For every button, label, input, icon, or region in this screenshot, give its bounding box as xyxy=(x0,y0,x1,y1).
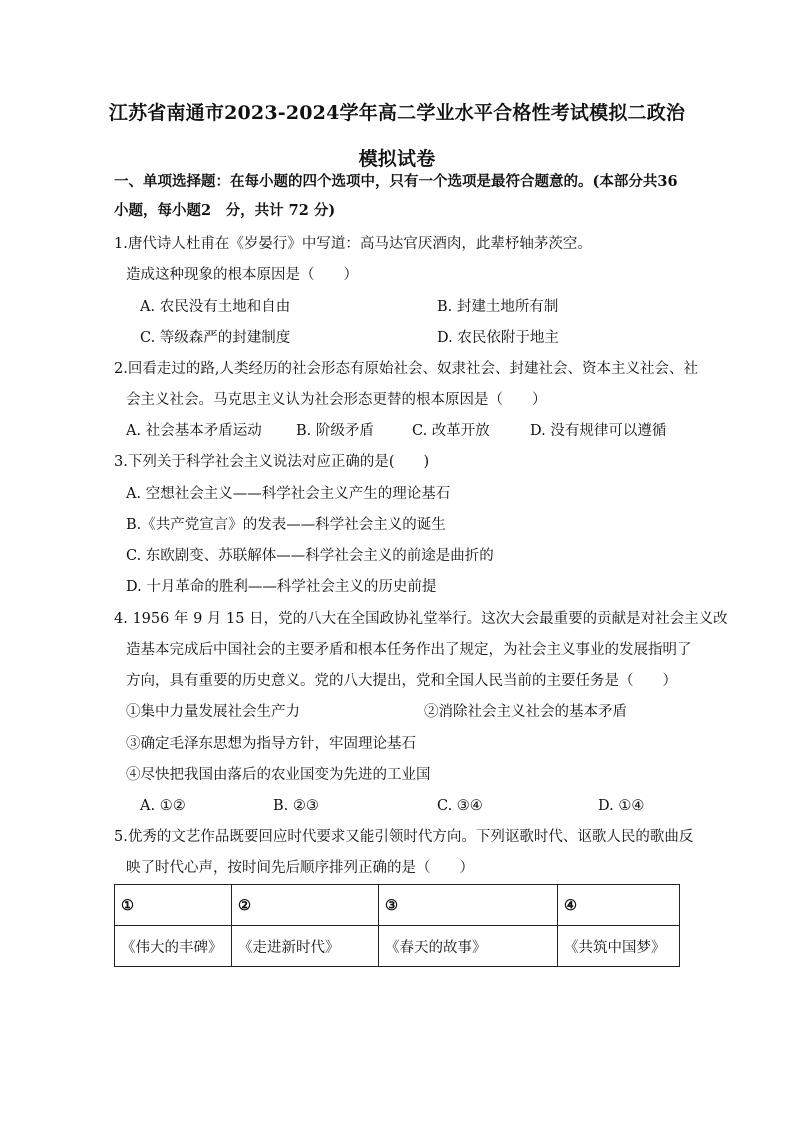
q4-option-a: A. ①② xyxy=(140,798,186,814)
q2-stem-line-2: 会主义社会。马克思主义认为社会形态更替的根本原因是（ ） xyxy=(126,392,547,408)
q5-table-song-row xyxy=(115,926,680,967)
q2-option-d: D. 没有规律可以遵循 xyxy=(530,423,667,439)
q1-option-b: B. 封建土地所有制 xyxy=(437,299,559,315)
q4-option-c: C. ③④ xyxy=(437,798,483,814)
section-heading-line-1: 一、单项选择题：在每小题的四个选项中，只有一个选项是最符合题意的。(本部分共36 xyxy=(114,173,678,190)
q5-header-cell-4: ④ xyxy=(558,885,680,926)
q4-option-d: D. ①④ xyxy=(598,798,645,814)
q3-option-d: D. 十月革命的胜利——科学社会主义的历史前提 xyxy=(126,579,437,595)
q4-item-2: ②消除社会主义社会的基本矛盾 xyxy=(424,704,627,720)
q5-song-cell-1: 《伟大的丰碑》 xyxy=(115,926,232,967)
q1-stem-line-1: 1.唐代诗人杜甫在《岁晏行》中写道：高马达官厌酒肉，此辈杼轴茅茨空。 xyxy=(114,236,592,252)
q5-song-cell-3: 《春天的故事》 xyxy=(379,926,558,967)
q5-song-cell-4: 《共筑中国梦》 xyxy=(558,926,680,967)
q5-song-table xyxy=(114,884,680,967)
q4-item-1: ①集中力量发展社会生产力 xyxy=(126,704,300,720)
q4-item-4: ④尽快把我国由落后的农业国变为先进的工业国 xyxy=(126,767,431,783)
q4-item-3: ③确定毛泽东思想为指导方针，牢固理论基石 xyxy=(126,736,416,752)
q4-stem-line-1: 4. 1956 年 9 月 15 日，党的八大在全国政协礼堂举行。这次大会最重要的贡献是对社会主义改 xyxy=(114,611,728,627)
q5-stem-line-2: 映了时代心声，按时间先后顺序排列正确的是（ ） xyxy=(126,860,474,876)
q3-option-b: B.《共产党宣言》的发表——科学社会主义的诞生 xyxy=(126,517,446,533)
q2-option-c: C. 改革开放 xyxy=(412,423,490,439)
q3-option-c: C. 东欧剧变、苏联解体——科学社会主义的前途是曲折的 xyxy=(126,548,494,564)
q5-header-cell-3: ③ xyxy=(379,885,558,926)
q5-stem-line-1: 5.优秀的文艺作品既要回应时代要求又能引领时代方向。下列讴歌时代、讴歌人民的歌曲反 xyxy=(114,829,694,845)
q2-option-b: B. 阶级矛盾 xyxy=(296,423,374,439)
q3-stem: 3.下列关于科学社会主义说法对应正确的是( ) xyxy=(114,454,430,470)
q2-option-a: A. 社会基本矛盾运动 xyxy=(126,423,262,439)
q5-header-cell-1: ① xyxy=(115,885,232,926)
exam-title-line-1: 江苏省南通市2023-2024学年高二学业水平合格性考试模拟二政治 xyxy=(108,102,686,124)
q5-table-header-row xyxy=(115,885,680,926)
q4-stem-line-3: 方向，具有重要的历史意义。党的八大提出，党和全国人民当前的主要任务是（ ） xyxy=(126,673,677,689)
q1-option-a: A. 农民没有土地和自由 xyxy=(140,299,291,315)
q1-option-c: C. 等级森严的封建制度 xyxy=(140,330,291,346)
q5-song-cell-2: 《走进新时代》 xyxy=(232,926,379,967)
section-heading-line-2: 小题，每小题2 分，共计 72 分) xyxy=(114,202,336,219)
q2-stem-line-1: 2.回看走过的路,人类经历的社会形态有原始社会、奴隶社会、封建社会、资本主义社会、社 xyxy=(114,361,698,377)
exam-title-line-2: 模拟试卷 xyxy=(358,148,436,170)
q1-option-d: D. 农民依附于地主 xyxy=(437,330,559,346)
q5-header-cell-2: ② xyxy=(232,885,379,926)
q3-option-a: A. 空想社会主义——科学社会主义产生的理论基石 xyxy=(126,486,451,502)
q1-stem-line-2: 造成这种现象的根本原因是（ ） xyxy=(126,267,358,283)
q4-option-b: B. ②③ xyxy=(273,798,319,814)
q4-stem-line-2: 造基本完成后中国社会的主要矛盾和根本任务作出了规定，为社会主义事业的发展指明了 xyxy=(126,642,692,658)
